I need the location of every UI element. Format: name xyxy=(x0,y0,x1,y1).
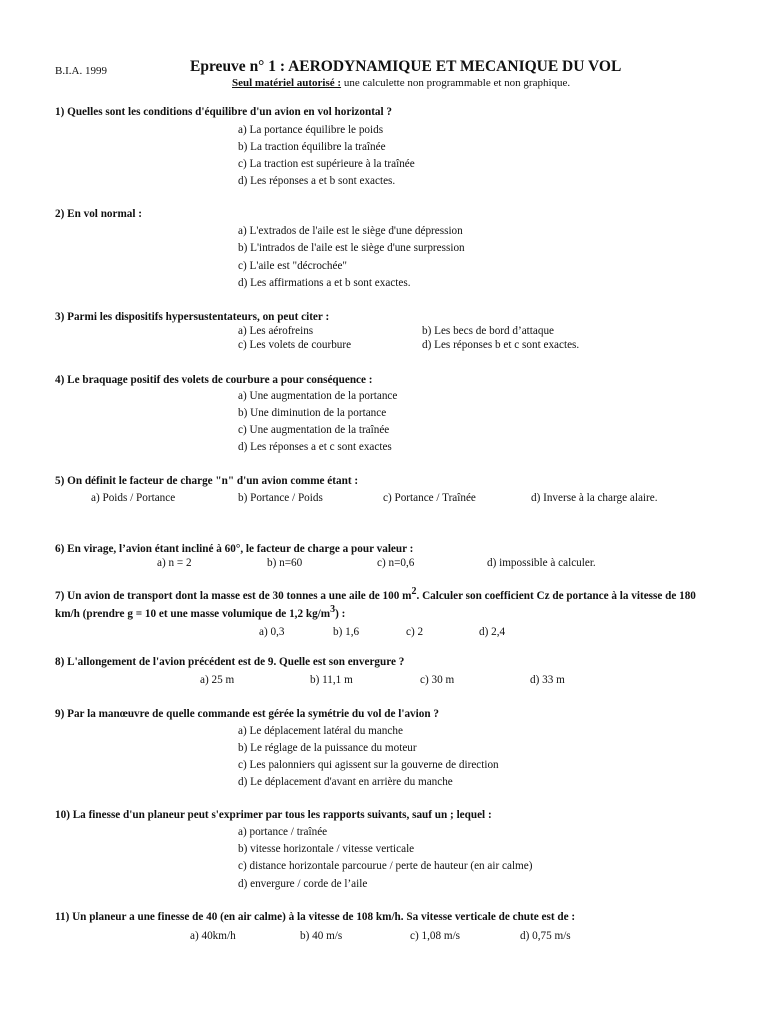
answer-9a: a) Le déplacement latéral du manche xyxy=(238,725,403,737)
answer-3a: a) Les aérofreins xyxy=(238,325,314,337)
answer-3d: d) Les réponses b et c sont exactes. xyxy=(422,339,580,351)
answer-5a: a) Poids / Portance xyxy=(91,492,176,504)
question-6: 6) En virage, l’avion étant incliné à 60°, le facteur de charge a pour valeur : xyxy=(55,543,414,555)
answer-1c: c) La traction est supérieure à la traînée xyxy=(238,158,415,170)
answer-5c: c) Portance / Traînée xyxy=(383,492,476,504)
answer-8b: b) 11,1 m xyxy=(310,674,353,686)
allowed-material-label: Seul matériel autorisé : xyxy=(232,77,342,89)
answer-7d: d) 2,4 xyxy=(479,626,506,638)
answer-8d: d) 33 m xyxy=(530,674,565,686)
answer-9c: c) Les palonniers qui agissent sur la gouverne de direction xyxy=(238,759,499,771)
answer-9b: b) Le réglage de la puissance du moteur xyxy=(238,742,417,754)
answer-2b: b) L'intrados de l'aile est le siège d'une surpression xyxy=(238,242,465,254)
answer-10d: d) envergure / corde de l’aile xyxy=(238,878,368,890)
answer-3c: c) Les volets de courbure xyxy=(238,339,352,351)
answer-10a: a) portance / traînée xyxy=(238,826,328,838)
question-8: 8) L'allongement de l'avion précédent est de 9. Quelle est son envergure ? xyxy=(55,656,405,668)
answer-1b: b) La traction équilibre la traînée xyxy=(238,141,386,153)
question-7: 7) Un avion de transport dont la masse est de 30 tonnes a une aile de 100 $m^2$. Calculer son coefficient Cz de portance à la vitesse de 180 km/h (prendre g = 10 et une masse volumique de 1,2 $kg/m^3$) : xyxy=(55,586,696,620)
answer-2c: c) L'aile est "décrochée" xyxy=(238,260,347,272)
question-9: 9) Par la manœuvre de quelle commande est gérée la symétrie du vol de l'avion ? xyxy=(55,708,439,720)
answer-11b: b) 40 m/s xyxy=(300,930,343,942)
answer-2d: d) Les affirmations a et b sont exactes. xyxy=(238,277,411,289)
question-1: 1) Quelles sont les conditions d'équilibre d'un avion en vol horizontal ? xyxy=(55,106,393,118)
answer-5b: b) Portance / Poids xyxy=(238,492,323,504)
answer-8a: a) 25 m xyxy=(200,674,235,686)
exam-subtitle xyxy=(232,76,570,90)
answer-8c: c) 30 m xyxy=(420,674,455,686)
question-2: 2) En vol normal : xyxy=(55,208,143,220)
answer-9d: d) Le déplacement d'avant en arrière du manche xyxy=(238,776,453,788)
answer-10b: b) vitesse horizontale / vitesse verticale xyxy=(238,843,415,855)
answer-7a: a) 0,3 xyxy=(259,626,285,638)
answer-11d: d) 0,75 m/s xyxy=(520,930,571,942)
question-10: 10) La finesse d'un planeur peut s'exprimer par tous les rapports suivants, sauf un ; lequel : xyxy=(55,809,492,821)
exam-reference: B.I.A. 1999 xyxy=(55,65,107,77)
answer-4b: b) Une diminution de la portance xyxy=(238,407,387,419)
answer-4c: c) Une augmentation de la traînée xyxy=(238,424,390,436)
answer-1a: a) La portance équilibre le poids xyxy=(238,124,384,136)
question-4: 4) Le braquage positif des volets de courbure a pour conséquence : xyxy=(55,374,373,386)
answer-7c: c) 2 xyxy=(406,626,424,638)
answer-2a: a) L'extrados de l'aile est le siège d'une dépression xyxy=(238,225,463,237)
answer-7b: b) 1,6 xyxy=(333,626,360,638)
answer-5d: d) Inverse à la charge alaire. xyxy=(531,492,658,504)
answer-1d: d) Les réponses a et b sont exactes. xyxy=(238,175,396,187)
answer-10c: c) distance horizontale parcourue / perte de hauteur (en air calme) xyxy=(238,860,533,872)
answer-6d: d) impossible à calculer. xyxy=(487,557,596,569)
question-3: 3) Parmi les dispositifs hypersustentateurs, on peut citer : xyxy=(55,311,330,323)
question-5: 5) On définit le facteur de charge "n" d'un avion comme étant : xyxy=(55,475,359,487)
allowed-material-text: une calculette non programmable et non graphique. xyxy=(341,77,571,89)
answer-11c: c) 1,08 m/s xyxy=(410,930,461,942)
answer-3b: b) Les becs de bord d’attaque xyxy=(422,325,555,337)
answer-6b: b) n=60 xyxy=(267,557,303,569)
answer-4d: d) Les réponses a et c sont exactes xyxy=(238,441,392,453)
exam-title: Epreuve n° 1 : AERODYNAMIQUE ET MECANIQUE DU VOL xyxy=(190,58,622,75)
question-11: 11) Un planeur a une finesse de 40 (en air calme) à la vitesse de 108 km/h. Sa vitesse verticale de chute est de : xyxy=(55,911,576,923)
answer-4a: a) Une augmentation de la portance xyxy=(238,390,398,402)
answer-11a: a) 40km/h xyxy=(190,930,236,942)
answer-6c: c) n=0,6 xyxy=(377,557,415,569)
answer-6a: a) n = 2 xyxy=(157,557,192,569)
